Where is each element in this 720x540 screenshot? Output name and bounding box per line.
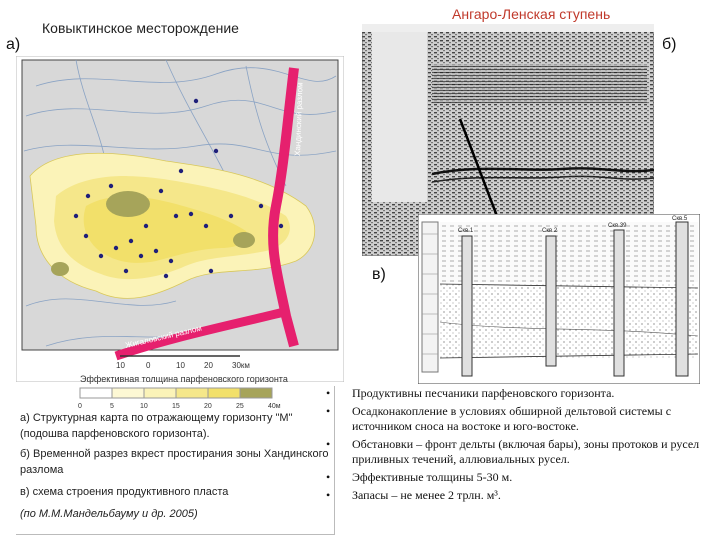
scale-tick-2: 10: [176, 361, 185, 370]
bullet-dot-icon: •: [326, 469, 331, 484]
bullet-text-5: Запасы – не менее 2 трлн. м³.: [352, 487, 501, 502]
well-label-3: Скв.39: [608, 223, 627, 229]
legend-title: Эффективная толщина парфеновского горизонта: [80, 374, 288, 384]
legend-tick-1: 5: [110, 403, 114, 410]
olive-lens-1: [106, 191, 150, 217]
scale-tick-3: 20: [204, 361, 213, 370]
well-column-3: [614, 230, 624, 376]
bullet-item: [322, 386, 718, 402]
bullet-dot-icon: •: [326, 487, 331, 502]
olive-lens-3: [233, 232, 255, 248]
caption-v: в) схема строения продуктивного пласта: [20, 486, 229, 498]
scale-tick-1: 0: [146, 361, 151, 370]
well-column-1: [462, 236, 472, 376]
khandinsky-fault-label: Хандинский разлом: [293, 82, 305, 157]
bullet-dot-icon: •: [326, 403, 331, 418]
panel-b-letter: б): [662, 36, 677, 53]
bullet-dot-icon: •: [326, 386, 331, 400]
scale-tick-0: 10: [116, 361, 125, 370]
bullet-text-4: Эффективные толщины 5-30 м.: [352, 469, 513, 484]
panel-b-title: Ангаро-Ленская ступень: [452, 6, 611, 22]
panel-a-letter: а): [6, 36, 21, 53]
well-column-4: [676, 222, 688, 376]
bullet-item: [322, 404, 718, 435]
bullet-item: [322, 437, 718, 468]
structural-map: [16, 56, 344, 382]
bullet-text-1: Продуктивны песчаники парфеновского горизонта.: [352, 386, 615, 400]
caption-b: б) Временной разрез вкрест простирания зоны Хандинского разлома: [20, 448, 329, 476]
caption-ref: (по М.М.Мандельбауму и др. 2005): [20, 508, 198, 520]
seismic-upper-band: [432, 64, 647, 104]
bullet-item: [322, 488, 718, 504]
productive-sand-layer: [440, 284, 698, 358]
legend-tick-4: 20: [204, 403, 212, 410]
upper-strata: [440, 222, 698, 282]
bullet-text-3: Обстановки – фронт дельты (включая бары), зоны протоков и русел приливных течений, аллювиальных русел.: [352, 436, 700, 467]
well-column-2: [546, 236, 556, 366]
scale-tick-4: 30км: [232, 361, 250, 370]
legend-tick-3: 15: [172, 403, 180, 410]
legend-tick-6: 40м: [268, 403, 281, 410]
seismic-blank-zone: [372, 32, 427, 202]
olive-lens-2: [51, 262, 69, 276]
panel-v-letter: в): [372, 266, 386, 283]
well-correlation-scheme: [418, 214, 700, 384]
legend-tick-0: 0: [78, 403, 82, 410]
bullet-item: [322, 470, 718, 486]
bullet-text-2: Осадконакопление в условиях обширной дельтовой системы с источником сноса на востоке и юго-востоке.: [352, 403, 672, 434]
zhigalovsky-fault-label: Жигаловский разлом: [124, 323, 203, 350]
bullet-dot-icon: •: [326, 436, 331, 451]
caption-a: а) Структурная карта по отражающему горизонту "М" (подошва парфеновского горизонта).: [20, 412, 293, 440]
panel-a-title: Ковыктинское месторождение: [42, 20, 239, 36]
bullet-list: [322, 386, 718, 505]
legend-tick-5: 25: [236, 403, 244, 410]
well-label-2: Скв.2: [542, 228, 558, 234]
well-label-4: Скв.5: [672, 216, 688, 222]
depth-scale: [422, 222, 438, 372]
legend-tick-2: 10: [140, 403, 148, 410]
well-label-1: Скв.1: [458, 228, 474, 234]
